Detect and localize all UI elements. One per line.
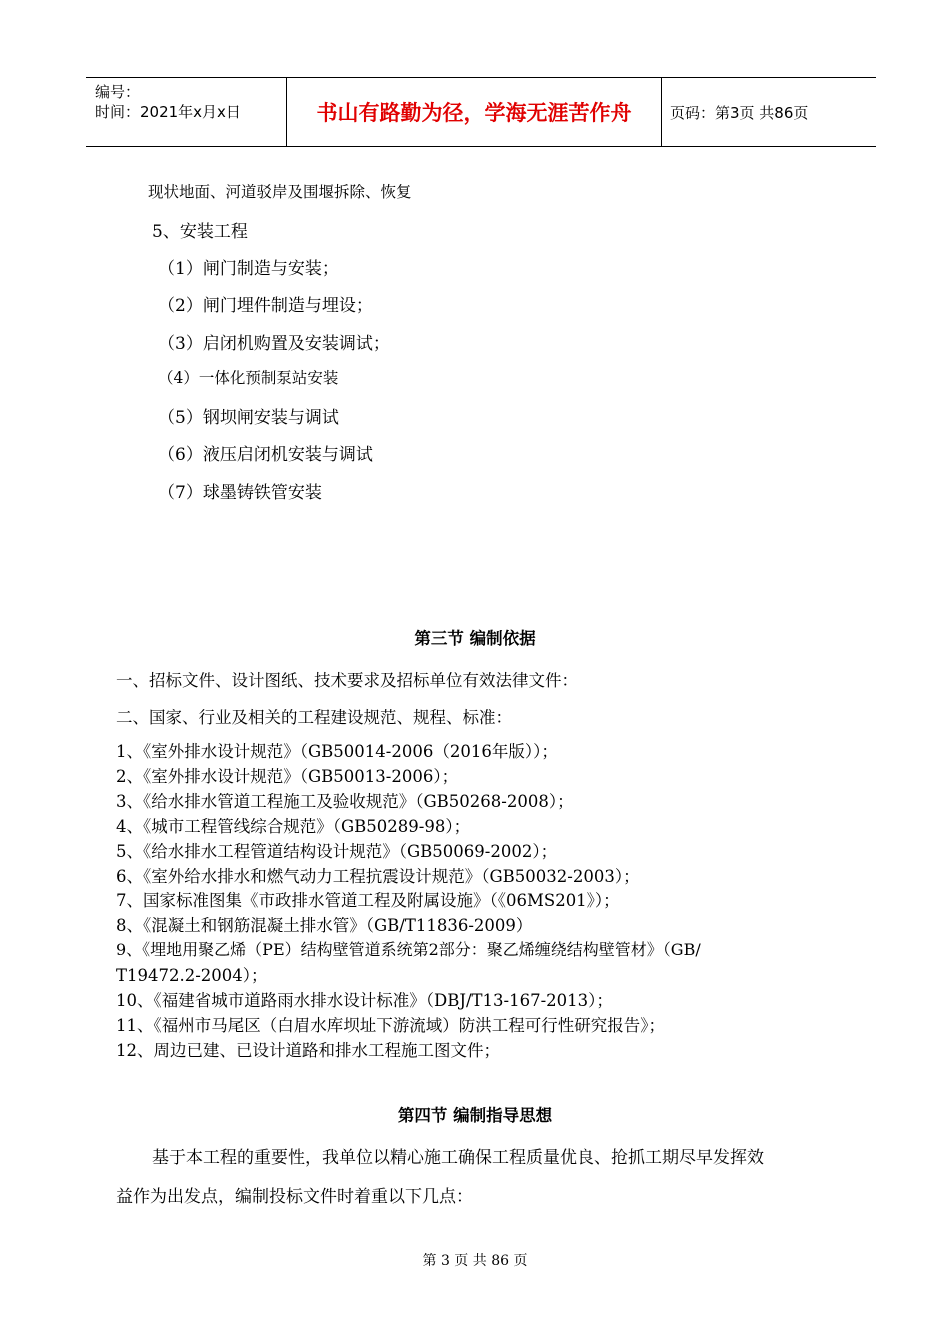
install-item: （1）闸门制造与安装；	[158, 259, 339, 279]
standard-item: 11、《福州市马尾区（白眉水库坝址下游流域）防洪工程可行性研究报告》；	[116, 1016, 665, 1035]
standard-item: 1、《室外排水设计规范》（GB50014-2006（2016年版））；	[116, 742, 558, 761]
intro-line: 现状地面、河道驳岸及围堰拆除、恢复	[148, 183, 412, 201]
install-title: 5、安装工程	[152, 222, 248, 242]
standard-item: 5、《给水排水工程管道结构设计规范》（GB50069-2002）；	[116, 842, 558, 861]
page-footer: 第 3 页 共 86 页	[422, 1253, 528, 1269]
header-page-info: 页码：第3页 共86页	[670, 103, 809, 122]
standard-item: 7、国家标准图集《市政排水管道工程及附属设施》（《06MS201》）；	[116, 891, 620, 910]
standard-item: 10、《福建省城市道路雨水排水设计标准》（DBJ/T13-167-2013）；	[116, 991, 613, 1010]
standard-item: 9、《埋地用聚乙烯（PE）结构壁管道系统第2部分：聚乙烯缠绕结构壁管材》（GB/	[116, 940, 701, 959]
install-item: （4）一体化预制泵站安装	[158, 369, 339, 387]
standard-item-continued: T19472.2-2004）；	[116, 966, 268, 985]
install-item: （5）钢坝闸安装与调试	[158, 408, 339, 428]
standard-item: 8、《混凝土和钢筋混凝土排水管》（GB/T11836-2009）	[116, 916, 533, 935]
install-item: （2）闸门埋件制造与埋设；	[158, 296, 373, 316]
standard-item: 2、《室外排水设计规范》（GB50013-2006）；	[116, 767, 459, 786]
standard-item: 4、《城市工程管线综合规范》（GB50289-98）；	[116, 817, 471, 836]
section3-title: 第三节 编制依据	[414, 629, 536, 648]
header-time: 时间：2021年x月x日	[95, 103, 241, 121]
section3-para: 二、国家、行业及相关的工程建设规范、规程、标准：	[116, 708, 512, 727]
header-number: 编号：	[95, 83, 141, 101]
install-item: （7）球墨铸铁管安装	[158, 483, 322, 503]
install-item: （6）液压启闭机安装与调试	[158, 445, 373, 465]
header-meta	[86, 78, 286, 146]
standard-item: 3、《给水排水管道工程施工及验收规范》（GB50268-2008）；	[116, 792, 574, 811]
standard-item: 6、《室外给水排水和燃气动力工程抗震设计规范》（GB50032-2003）；	[116, 867, 640, 886]
section3-para: 一、招标文件、设计图纸、技术要求及招标单位有效法律文件：	[116, 671, 578, 690]
section4-title: 第四节 编制指导思想	[397, 1106, 553, 1125]
standard-item: 12、周边已建、已设计道路和排水工程施工图文件；	[116, 1041, 500, 1060]
section4-para-line: 基于本工程的重要性，我单位以精心施工确保工程质量优良、抢抓工期尽早发挥效	[152, 1148, 764, 1168]
page-header	[86, 77, 876, 147]
header-motto: 书山有路勤为径，学海无涯苦作舟	[286, 78, 662, 146]
section4-para-line: 益作为出发点，编制投标文件时着重以下几点：	[116, 1187, 473, 1207]
install-item: （3）启闭机购置及安装调试；	[158, 334, 390, 354]
